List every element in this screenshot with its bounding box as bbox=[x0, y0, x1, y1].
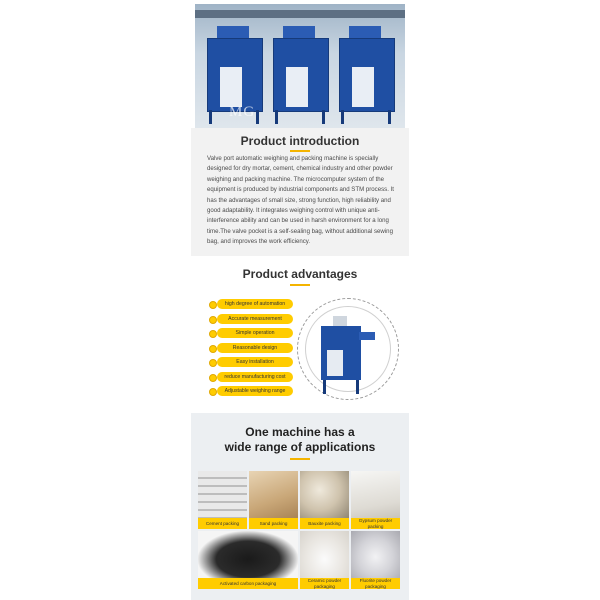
advantage-label: Easy installation bbox=[217, 357, 293, 367]
intro-section bbox=[191, 128, 409, 256]
title-underline bbox=[290, 458, 310, 460]
title-underline bbox=[290, 150, 310, 152]
packing-machine-image bbox=[335, 26, 397, 124]
activated-carbon-image bbox=[198, 531, 298, 578]
gypsum-powder-image bbox=[351, 471, 400, 518]
bullet-icon bbox=[209, 330, 217, 338]
tile-caption: Fluorite powder packaging bbox=[351, 578, 400, 589]
advantages-list bbox=[209, 298, 295, 400]
application-tile bbox=[198, 471, 247, 529]
advantage-label: Accurate measurement bbox=[217, 314, 293, 324]
bullet-icon bbox=[209, 374, 217, 382]
watermark-logo: MG bbox=[229, 104, 256, 120]
tile-caption: Bauxite packing bbox=[300, 518, 349, 529]
cement-bags-image bbox=[198, 471, 247, 518]
application-tile bbox=[351, 471, 400, 529]
title-underline bbox=[290, 284, 310, 286]
intro-paragraph: Valve port automatic weighing and packing machine is specially designed for dry mortar, cement, chemical industry and other powder weighing and packing machine. The microcomputer system of the equipment is produced by industrial components and STM process. It has the advantages of small size, strong function, high reliability and good adaptability. It integrates weighing control with unique anti-interference ability and can be used in harsh environment for a long time.The valve pocket is a self-sealing bag, without additional sewing bag, and improves the work efficiency. bbox=[207, 155, 394, 246]
single-machine-image bbox=[321, 316, 377, 396]
application-tile bbox=[249, 471, 298, 529]
application-tile bbox=[300, 471, 349, 529]
product-page bbox=[191, 0, 409, 600]
advantage-label: Reasonable design bbox=[217, 343, 293, 353]
bullet-icon bbox=[209, 345, 217, 353]
tile-caption: Sand packing bbox=[249, 518, 298, 529]
advantage-item bbox=[209, 371, 295, 386]
advantage-item bbox=[209, 298, 295, 313]
advantage-label: Simple operation bbox=[217, 328, 293, 338]
tile-caption: Ceramic powder packaging bbox=[300, 578, 349, 589]
application-tile bbox=[300, 531, 349, 589]
application-tile bbox=[351, 531, 400, 589]
packing-machine-image bbox=[269, 26, 331, 124]
advantage-label: Adjustable weighing range bbox=[217, 386, 293, 396]
bullet-icon bbox=[209, 359, 217, 367]
tile-caption: Gypsum powder packing bbox=[351, 518, 400, 529]
bullet-icon bbox=[209, 388, 217, 396]
tile-caption: Cement packing bbox=[198, 518, 247, 529]
bauxite-image bbox=[300, 471, 349, 518]
application-tile bbox=[198, 531, 298, 589]
bullet-icon bbox=[209, 301, 217, 309]
advantage-item bbox=[209, 342, 295, 357]
advantages-section bbox=[191, 256, 409, 406]
ceramic-powder-image bbox=[300, 531, 349, 578]
applications-section bbox=[191, 413, 409, 600]
intro-title: Product introduction bbox=[240, 134, 360, 148]
bullet-icon bbox=[209, 316, 217, 324]
overhead-pipe bbox=[195, 10, 405, 18]
tile-caption: Activated carbon packaging bbox=[198, 578, 298, 589]
advantage-item bbox=[209, 385, 295, 400]
advantage-item bbox=[209, 356, 295, 371]
advantages-title: Product advantages bbox=[242, 267, 358, 281]
advantage-label: high degree of automation bbox=[217, 299, 293, 309]
applications-title-line1: One machine has a bbox=[245, 425, 355, 439]
advantage-item bbox=[209, 313, 295, 328]
advantage-item bbox=[209, 327, 295, 342]
hero-machines-photo bbox=[195, 4, 405, 128]
advantage-label: reduce manufacturing cost bbox=[217, 372, 293, 382]
sand-image bbox=[249, 471, 298, 518]
applications-title bbox=[191, 425, 409, 455]
fluorite-powder-image bbox=[351, 531, 400, 578]
applications-title-line2: wide range of applications bbox=[224, 440, 376, 454]
